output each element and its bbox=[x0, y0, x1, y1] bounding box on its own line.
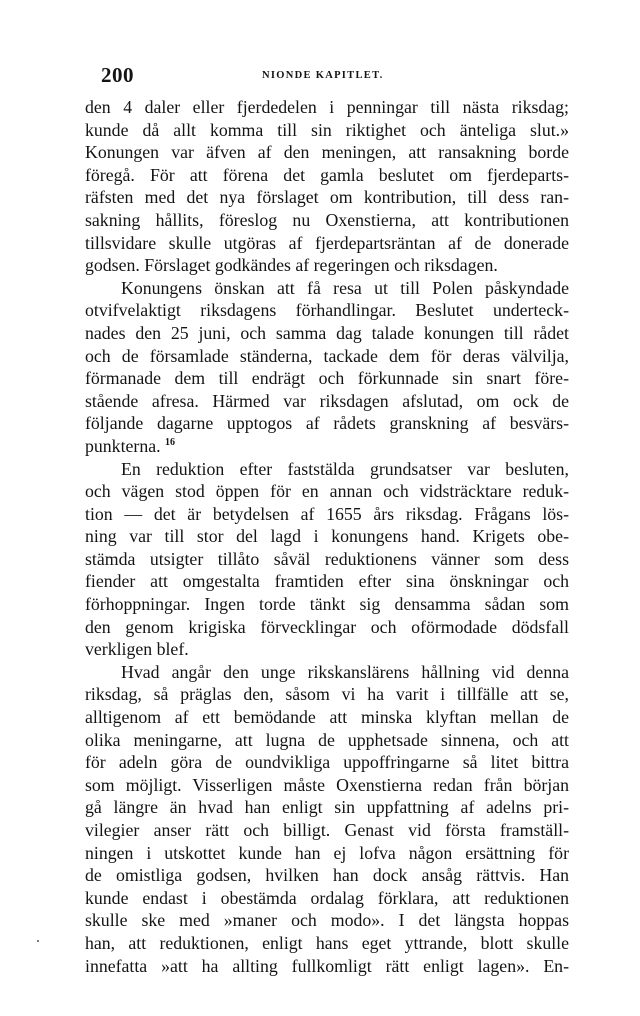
text-line: ningen i utskottet kunde han ej lofva någon ersättning för bbox=[85, 842, 569, 863]
text-line: fiender att omgestalta framtiden efter sina önskningar och bbox=[85, 571, 569, 592]
footnote-reference[interactable]: 16 bbox=[165, 436, 175, 448]
text-line: den genom krigiska förvecklingar och oförmodade dödsfall bbox=[85, 616, 569, 637]
text-line: riksdag, så präglas den, såsom vi ha varit i tillfälle att se, bbox=[85, 684, 569, 705]
text-line: för adeln göra de oundvikliga uppoffringarne så litet bittra bbox=[85, 752, 569, 773]
text-line-content: punkterna. bbox=[85, 435, 161, 456]
text-line: kunde då allt komma till sin riktighet och änteliga slut.» bbox=[85, 119, 569, 140]
text-line: han, att reduktionen, enligt hans eget yttrande, blott skulle bbox=[85, 932, 569, 953]
text-line: stående afresa. Härmed var riksdagen afslutad, om ock de bbox=[85, 390, 569, 411]
text-line: som möjligt. Visserligen måste Oxenstierna redan från början bbox=[85, 774, 569, 795]
text-line: alltigenom af ett bemödande att minska klyftan mellan de bbox=[85, 707, 569, 728]
text-line: Konungen var äfven af den meningen, att ransakning borde bbox=[85, 142, 569, 163]
text-line: sakning hållits, föreslog nu Oxenstierna, att kontributionen bbox=[85, 209, 569, 230]
text-line: otvifvelaktigt riksdagens förhandlingar. Beslutet underteck- bbox=[85, 300, 569, 321]
paragraph-4 bbox=[85, 661, 569, 977]
text-line: tion — det är betydelsen af 1655 års riksdag. Frågans lös- bbox=[85, 503, 569, 524]
page-number: 200 bbox=[101, 63, 134, 87]
text-line: räfsten med det nya förslaget om kontribution, till dess ran- bbox=[85, 187, 569, 208]
text-line: Hvad angår den unge rikskanslärens hållning vid denna bbox=[121, 661, 569, 682]
text-line: En reduktion efter faststälda grundsatser var besluten, bbox=[121, 458, 569, 479]
text-line: följande dagarne upptogos af rådets granskning af besvärs- bbox=[85, 413, 569, 434]
text-line: innefatta »att ha allting fullkomligt rätt enligt lagen». En- bbox=[85, 955, 569, 976]
text-line: stämda utsigter tillåto såväl reduktionens vänner som dess bbox=[85, 548, 569, 569]
text-line: godsen. Förslaget godkändes af regeringen och riksdagen. bbox=[85, 255, 498, 276]
text-line: olika meningarne, att lugna de upphetsade sinnena, och att bbox=[85, 729, 569, 750]
text-line: förmanade dem till endrägt och förkunnade sin snart före- bbox=[85, 368, 569, 389]
text-line: skulle ske med »maner och modo». I det längsta hoppas bbox=[85, 910, 569, 931]
text-line: och de församlade ständerna, tackade dem för deras välvilja, bbox=[85, 345, 569, 366]
text-line-with-footnote bbox=[85, 435, 569, 458]
paper-speck bbox=[37, 940, 39, 942]
text-line: tillsvidare skulle utgöras af fjerdepartsräntan af de donerade bbox=[85, 232, 569, 253]
paragraph-3 bbox=[85, 458, 569, 661]
text-line: förhoppningar. Ingen torde tänkt sig densamma sådan som bbox=[85, 594, 569, 615]
paragraph-1 bbox=[85, 96, 569, 277]
text-line: de omistliga godsen, hvilken han dock ansåg rättvis. Han bbox=[85, 865, 569, 886]
text-line: Konungens önskan att få resa ut till Polen påskyndade bbox=[121, 277, 569, 298]
paragraph-2 bbox=[85, 277, 569, 458]
text-line: och vägen stod öppen för en annan och vidsträcktare reduk- bbox=[85, 481, 569, 502]
text-line: kunde endast i obestämda ordalag förklara, att reduktionen bbox=[85, 887, 569, 908]
text-line: verkligen blef. bbox=[85, 639, 189, 660]
text-line: gå längre än hvad han enligt sin uppfattning af adelns pri- bbox=[85, 797, 569, 818]
body-text bbox=[85, 96, 569, 977]
text-line: föregå. För att förena det gamla beslutet om fjerdeparts- bbox=[85, 164, 569, 185]
text-line: ning var till stor del lagd i konungens hand. Krigets obe- bbox=[85, 526, 569, 547]
text-line: nades den 25 juni, och samma dag talade konungen till rådet bbox=[85, 322, 569, 343]
text-line: vilegier anser rätt och billigt. Genast vid första framställ- bbox=[85, 820, 569, 840]
text-line: den 4 daler eller fjerdedelen i penningar till nästa riksdag; bbox=[85, 97, 569, 117]
running-head: NIONDE KAPITLET. bbox=[262, 70, 384, 81]
